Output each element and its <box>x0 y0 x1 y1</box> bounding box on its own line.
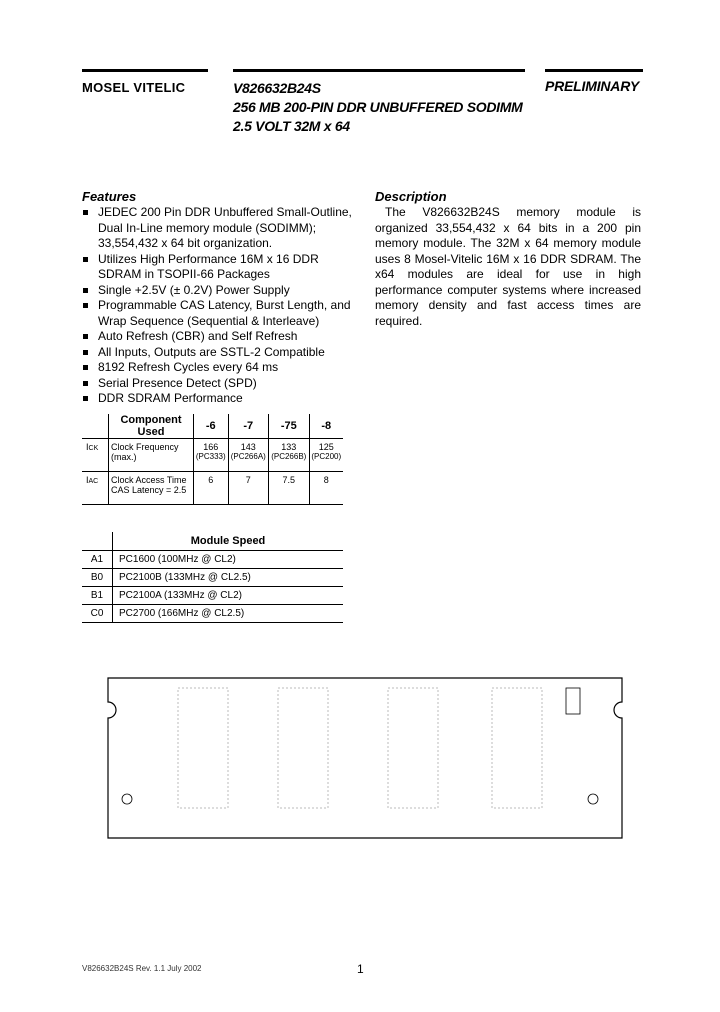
value-cell: 133 (PC266B) <box>269 439 310 472</box>
features-title: Features <box>82 189 137 204</box>
feature-item: Single +2.5V (± 0.2V) Power Supply <box>82 283 354 299</box>
feature-item: Serial Presence Detect (SPD) <box>82 376 354 392</box>
speed-name: PC2100A (133MHz @ CL2) <box>113 587 344 605</box>
value-cell: 6 <box>194 472 229 505</box>
speed-code: B1 <box>82 587 113 605</box>
column-header: -6 <box>194 414 229 439</box>
feature-item: All Inputs, Outputs are SSTL-2 Compatible <box>82 345 354 361</box>
header-rule-right <box>545 69 643 72</box>
memory-chip <box>178 688 228 808</box>
features-list <box>82 205 354 407</box>
bullet-icon <box>83 210 88 215</box>
speed-name: PC2100B (133MHz @ CL2.5) <box>113 569 344 587</box>
bullet-icon <box>83 334 88 339</box>
value-cell: 143 (PC266A) <box>228 439 269 472</box>
spd-chip <box>566 688 580 714</box>
product-subtitle: 256 MB 200-PIN DDR UNBUFFERED SODIMM <box>233 99 523 115</box>
status-label: PRELIMINARY <box>545 78 639 94</box>
table-row <box>82 605 343 623</box>
feature-item: Auto Refresh (CBR) and Self Refresh <box>82 329 354 345</box>
mounting-hole <box>122 794 132 804</box>
feature-item: Programmable CAS Latency, Burst Length, and Wrap Sequence (Sequential & Interleave) <box>82 298 354 329</box>
performance-table <box>82 414 343 505</box>
component-used-header: Component Used <box>109 414 194 439</box>
bullet-icon <box>83 303 88 308</box>
table-row <box>82 569 343 587</box>
feature-item: Utilizes High Performance 16M x 16 DDR SDRAM in TSOPII-66 Packages <box>82 252 354 283</box>
module-speed-table <box>82 532 343 623</box>
speed-name: PC1600 (100MHz @ CL2) <box>113 551 344 569</box>
memory-chip <box>492 688 542 808</box>
bullet-icon <box>83 350 88 355</box>
bullet-icon <box>83 257 88 262</box>
column-header: -7 <box>228 414 269 439</box>
table-row <box>82 587 343 605</box>
table-corner <box>82 532 113 551</box>
feature-item: JEDEC 200 Pin DDR Unbuffered Small-Outline, Dual In-Line memory module (SODIMM); 33,554,432 x 64 bit organization. <box>82 205 354 252</box>
symbol-cell: IAC <box>82 472 109 505</box>
speed-code: B0 <box>82 569 113 587</box>
product-organization: 2.5 VOLT 32M x 64 <box>233 118 350 134</box>
page-number: 1 <box>357 962 364 976</box>
speed-code: C0 <box>82 605 113 623</box>
table-corner <box>82 414 109 439</box>
speed-name: PC2700 (166MHz @ CL2.5) <box>113 605 344 623</box>
bullet-icon <box>83 381 88 386</box>
mounting-hole <box>588 794 598 804</box>
table-row <box>82 439 343 472</box>
footer-document-id: V826632B24S Rev. 1.1 July 2002 <box>82 964 202 973</box>
value-cell: 7.5 <box>269 472 310 505</box>
parameter-cell: Clock Access Time CAS Latency = 2.5 <box>109 472 194 505</box>
value-cell: 7 <box>228 472 269 505</box>
value-cell: 125 (PC200) <box>309 439 343 472</box>
module-outline-drawing <box>100 670 630 850</box>
feature-item: DDR SDRAM Performance <box>82 391 354 407</box>
bullet-icon <box>83 365 88 370</box>
column-header: -75 <box>269 414 310 439</box>
company-logo: MOSEL VITELIC <box>82 80 186 95</box>
bullet-icon <box>83 396 88 401</box>
module-board-outline <box>108 678 622 838</box>
value-cell: 166 (PC333) <box>194 439 229 472</box>
symbol-cell: ICK <box>82 439 109 472</box>
value-cell: 8 <box>309 472 343 505</box>
parameter-cell: Clock Frequency (max.) <box>109 439 194 472</box>
speed-code: A1 <box>82 551 113 569</box>
table-row <box>82 472 343 505</box>
description-text: The V826632B24S memory module is organized 33,554,432 x 64 bits in a 200 pin memory module. The 32M x 64 memory module uses 8 Mosel-Vitelic 16M x 16 DDR SDRAM. The x64 modules are ideal for use in high performance computer systems where increased memory density and fast access times are required. <box>375 205 641 328</box>
column-header: -8 <box>309 414 343 439</box>
bullet-icon <box>83 288 88 293</box>
header-rule-left <box>82 69 208 72</box>
memory-chip <box>388 688 438 808</box>
part-number: V826632B24S <box>233 80 321 96</box>
module-speed-header: Module Speed <box>113 532 344 551</box>
memory-chip <box>278 688 328 808</box>
header-rule-middle <box>233 69 525 72</box>
feature-item: 8192 Refresh Cycles every 64 ms <box>82 360 354 376</box>
description-title: Description <box>375 189 447 204</box>
table-row <box>82 551 343 569</box>
